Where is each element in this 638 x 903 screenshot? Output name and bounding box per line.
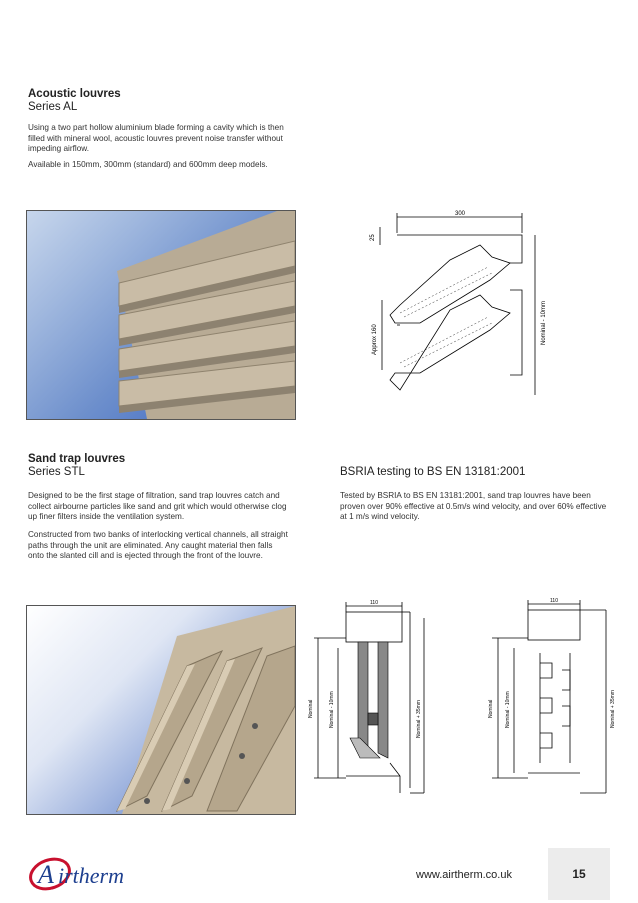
nominal-plus-label-b: Nominal + 35mm — [610, 690, 616, 728]
bsria-description: Tested by BSRIA to BS EN 13181:2001, sand trap louvres have been proven over 90% effective at 0.5m/s wind velocity, and over 60% effective at 1 m/s wind velocity. — [340, 491, 607, 521]
svg-text:A: A — [38, 860, 54, 889]
nominal-label-a: Nominal — [308, 699, 314, 718]
sandtrap-description-2: Constructed from two banks of interlocking vertical channels, all straight paths through the unit are eliminated. Any caught material then falls onto the slanted cill and is ejected through the front of the louvre. — [28, 530, 288, 560]
nominal-plus-label-a: Nominal + 35mm — [416, 700, 422, 738]
footer-website-link[interactable]: www.airtherm.co.uk — [416, 869, 512, 881]
sandtrap-title: Sand trap louvres — [28, 453, 126, 465]
sandtrap-plan-drawing — [478, 598, 618, 798]
acoustic-title: Acoustic louvres — [28, 88, 121, 100]
nominal-label-b: Nominal — [488, 699, 494, 718]
dim-approx-label: Approx 160 — [372, 324, 378, 355]
airtherm-logo[interactable] — [28, 852, 158, 894]
acoustic-models: Available in 150mm, 300mm (standard) and 600mm deep models. — [28, 160, 268, 169]
sandtrap-series: Series STL — [28, 466, 85, 478]
page-number: 15 — [548, 848, 610, 900]
sandtrap-description-1: Designed to be the first stage of filtration, sand trap louvres catch and collect airbourne particles like sand and grit which would otherwise clog up finer filters inside the ventilation system. — [28, 491, 287, 521]
dim-nominal-label: Nominal - 10mm — [541, 300, 547, 345]
dim-300-label: 300 — [454, 211, 466, 217]
acoustic-series: Series AL — [28, 101, 78, 113]
dim-110-label-b: 110 — [550, 598, 558, 604]
nominal-minus-label-b: Nominal - 10mm — [505, 691, 511, 728]
bsria-title: BSRIA testing to BS EN 13181:2001 — [340, 466, 526, 478]
acoustic-louvre-section-drawing — [360, 205, 560, 405]
acoustic-description: Using a two part hollow aluminium blade forming a cavity which is then filled with mineral wool, acoustic louvres prevent noise transfer without impeding airflow. — [28, 123, 284, 153]
dim-25-label: 25 — [370, 234, 376, 241]
acoustic-louvre-photo — [26, 210, 296, 420]
nominal-minus-label-a: Nominal - 10mm — [329, 691, 335, 728]
sandtrap-side-section-drawing — [300, 598, 430, 798]
svg-text:irtherm: irtherm — [58, 863, 124, 888]
sandtrap-louvre-photo — [26, 605, 296, 815]
dim-110-label-a: 110 — [370, 600, 378, 606]
